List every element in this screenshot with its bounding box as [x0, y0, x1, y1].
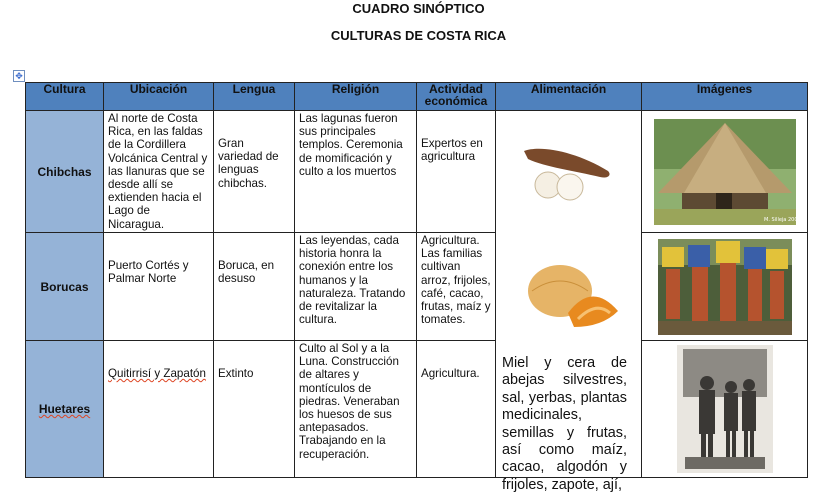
header-actividad: Actividad económica [417, 83, 496, 111]
ubicacion-cell: Al norte de Costa Rica, en las faldas de la Cordillera Volcánica Central y las llanuras que se desde allí se extienden hacia el Lago de Nicaragua. [104, 111, 214, 233]
cultura-cell [26, 341, 104, 478]
imagen-cell [642, 341, 808, 478]
boruca-people-image [658, 239, 792, 335]
ubicacion-cell [104, 341, 214, 478]
lengua-cell: Extinto [214, 341, 295, 478]
cultura-cell: Borucas [26, 233, 104, 341]
header-lengua: Lengua [214, 83, 295, 111]
ayote-image [522, 261, 622, 341]
alimentacion-cell [496, 111, 642, 493]
ubicacion-text: Quitirrisí y Zapatón [108, 367, 206, 380]
actividad-cell: Expertos en agricultura [417, 111, 496, 233]
chibcha-hut-image [654, 119, 801, 225]
alimentacion-text: Miel y cera de abejas silvestres, sal, yerbas, plantas medicinales, semillas y frutas, así como maíz, cacao, algodón y frijoles, zapote, ají, [502, 355, 627, 493]
religion-cell: Las lagunas fueron sus principales templos. Ceremonia de momificación y culto a los muertos [295, 111, 417, 233]
religion-cell: Las leyendas, cada historia honra la conexión entre los humanos y la naturaleza. Tratando de revitalizar la cultura. [295, 233, 417, 341]
imagen-cell [642, 233, 808, 341]
synoptic-table [25, 82, 808, 493]
table-row [26, 111, 808, 233]
header-cultura: Cultura [26, 83, 104, 111]
document-title: CUADRO SINÓPTICO [352, 1, 485, 16]
header-row [26, 83, 808, 111]
table-move-handle-icon[interactable]: ✥ [13, 70, 25, 82]
actividad-cell: Agricultura. [417, 341, 496, 478]
imagen-cell [642, 111, 808, 233]
lengua-cell: Gran variedad de lenguas chibchas. [214, 111, 295, 233]
header-ubicacion: Ubicación [104, 83, 214, 111]
header-alimentacion: Alimentación [496, 83, 642, 111]
header-religion: Religión [295, 83, 417, 111]
religion-cell: Culto al Sol y a la Luna. Construcción de altares y montículos de piedras. Veneraban los huesos de sus antepasados. Trabajando en la recuperación. [295, 341, 417, 478]
header-imagenes: Imágenes [642, 83, 808, 111]
document-subtitle: CULTURAS DE COSTA RICA [330, 28, 507, 43]
huetar-engraving-image [677, 345, 773, 473]
table-row [26, 233, 808, 341]
ubicacion-cell: Puerto Cortés y Palmar Norte [104, 233, 214, 341]
lengua-cell: Boruca, en desuso [214, 233, 295, 341]
cultura-cell: Chibchas [26, 111, 104, 233]
svg-text:M. Silleja 2007: M. Silleja 2007 [763, 216, 801, 223]
actividad-cell: Agricultura. Las familias cultivan arroz, frijoles, café, cacao, frutas, maíz y tomates. [417, 233, 496, 341]
yuca-image [520, 141, 620, 203]
table-row [26, 341, 808, 478]
cultura-label: Huetares [38, 402, 91, 416]
